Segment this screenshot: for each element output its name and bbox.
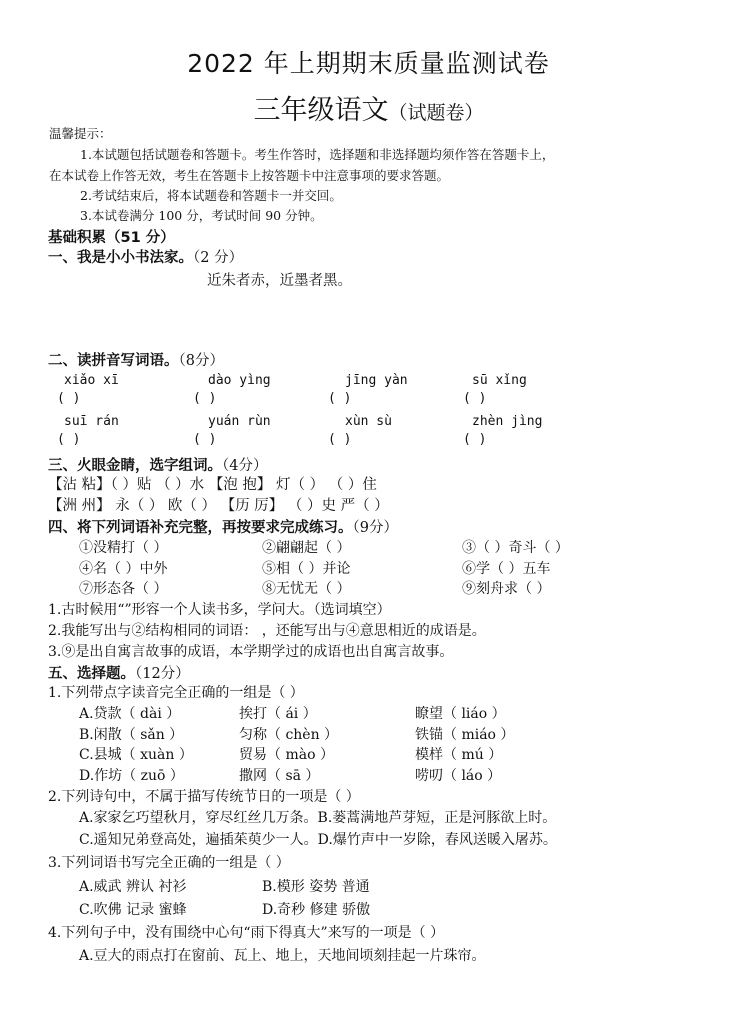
q3-heading: [48, 454, 267, 475]
exam-subtitle: [0, 88, 737, 127]
section-basic: 基础积累（51 分）: [48, 230, 175, 246]
q5-3-a: A.威武 辨认 衬衫: [79, 879, 187, 895]
q2-pinyin-3: jīng yàn: [345, 373, 408, 388]
q5-1-c3: 模样（ mú ）: [415, 747, 503, 763]
q2-points: （8分）: [178, 353, 224, 369]
subtitle-paren: （试题卷）: [388, 102, 484, 124]
q2-pinyin-6: yuán rùn: [208, 414, 271, 429]
q5-1-c1: C.县城（ xuàn ）: [79, 747, 193, 763]
exam-title: 2022 年上期期末质量监测试卷: [187, 49, 550, 78]
q2-blank-7[interactable]: ( ): [328, 432, 352, 447]
q2-blank-1[interactable]: ( ): [57, 391, 81, 406]
q2-heading: [48, 349, 224, 370]
q2-blank-5[interactable]: ( ): [57, 432, 81, 447]
q5-2-line-2: C.遥知兄弟登高处，遍插茱萸少一人。D.爆竹声中一岁除，春风送暖入屠苏。: [79, 832, 557, 848]
q2-title: 二、读拼音写词语。: [48, 353, 179, 369]
q2-blank-4[interactable]: ( ): [463, 391, 487, 406]
notice-line-1: 1.本试题包括试题卷和答题卡。考生作答时，选择题和非选择题均须作答在答题卡上，: [80, 147, 555, 162]
q3-points: （4分）: [222, 458, 268, 474]
q4-item-9: ⑨刻舟求（ ）: [462, 581, 551, 597]
q2-pinyin-8: zhèn jìng: [472, 414, 543, 429]
q1-title: 一、我是小小书法家。: [48, 250, 193, 266]
q4-points: （9分）: [352, 520, 398, 536]
q5-4-line-1: A.豆大的雨点打在窗前、瓦上、地上，天地间顷刻挂起一片珠帘。: [79, 948, 486, 964]
subtitle-main: 三年级语文: [253, 95, 389, 126]
q4-item-5: ⑤相（ ）并论: [262, 561, 351, 577]
q4-sub-3: 3.⑨是出自寓言故事的成语，本学期学过的成语也出自寓言故事。: [48, 644, 454, 660]
q5-1-a3: 瞭望（ liáo ）: [415, 706, 506, 722]
q4-sub-1: 1.古时候用“”形容一个人读书多，学问大。（选词填空）: [48, 602, 391, 618]
q5-1-b3: 铁锚（ miáo ）: [415, 727, 515, 743]
q2-pinyin-5: suī rán: [64, 414, 119, 429]
q5-4-stem: 4.下列句子中，没有围绕中心句“雨下得真大”来写的一项是（ ）: [48, 925, 445, 941]
q2-pinyin-4: sū xǐng: [472, 373, 527, 388]
notice-line-3: 2.考试结束后，将本试题卷和答题卡一并交回。: [80, 188, 342, 203]
q5-1-d3: 唠叨（ láo ）: [415, 768, 502, 784]
q1-heading: [48, 246, 243, 267]
q1-text: 近朱者赤，近墨者黑。: [207, 273, 352, 289]
q5-1-b2: 匀称（ chèn ）: [239, 727, 339, 743]
notice-line-2: 在本试卷上作答无效，考生在答题卡上按答题卡中注意事项的要求答题。: [49, 168, 450, 183]
q2-blank-2[interactable]: ( ): [193, 391, 217, 406]
notice-line-4: 3.本试卷满分 100 分，考试时间 90 分钟。: [80, 208, 323, 223]
q2-pinyin-7: xùn sù: [345, 414, 392, 429]
q5-heading: [48, 662, 190, 683]
q4-item-3: ③（ ）奇斗（ ）: [462, 540, 569, 556]
q5-1-a1: A.贷款（ dài ）: [79, 706, 181, 722]
q5-3-c: C.吹佛 记录 蜜蜂: [79, 902, 187, 918]
q5-1-stem: 1.下列带点字读音完全正确的一组是（ ）: [48, 685, 304, 701]
q3-line-1: 【沾 粘】（ ）贴 （ ）水 【泡 抱】 灯（ ） （ ）住: [48, 477, 377, 493]
q5-3-d: D.奇秒 修建 骄傲: [262, 902, 371, 918]
q1-points: （2 分）: [193, 250, 244, 266]
q4-sub-2: 2.我能写出与②结构相同的词语： ，还能写出与④意思相近的成语是。: [48, 623, 486, 639]
q4-title: 四、将下列词语补充完整，再按要求完成练习。: [48, 520, 353, 536]
q2-blank-3[interactable]: ( ): [328, 391, 352, 406]
q4-heading: [48, 516, 398, 537]
q4-item-4: ④名（ ）中外: [79, 561, 168, 577]
q4-item-7: ⑦形态各（ ）: [79, 581, 168, 597]
q4-item-8: ⑧无忧无（ ）: [262, 581, 351, 597]
q4-item-1: ①没精打（ ）: [79, 540, 168, 556]
q5-1-b1: B.闲散（ sǎn ）: [79, 727, 184, 743]
q5-1-c2: 贸易（ mào ）: [239, 747, 334, 763]
q5-1-d1: D.作坊（ zuō ）: [79, 768, 184, 784]
q2-blank-6[interactable]: ( ): [193, 432, 217, 447]
q5-title: 五、选择题。: [48, 666, 135, 682]
q2-blank-8[interactable]: ( ): [463, 432, 487, 447]
q3-title: 三、火眼金睛，选字组词。: [48, 458, 222, 474]
q2-pinyin-1: xiǎo xī: [64, 373, 119, 388]
notice-heading: 温馨提示：: [49, 126, 112, 141]
q5-3-b: B.模形 姿势 普通: [262, 879, 370, 895]
q5-1-d2: 撒网（ sā ）: [239, 768, 320, 784]
q4-item-2: ②翩翩起（ ）: [262, 540, 351, 556]
q2-pinyin-2: dào yìng: [208, 373, 271, 388]
q5-points: （12分）: [135, 666, 190, 682]
q5-2-line-1: A.家家乞巧望秋月，穿尽红丝几万条。B.蒌蒿满地芦芽短，正是河豚欲上时。: [79, 810, 557, 826]
q5-2-stem: 2.下列诗句中，不属于描写传统节日的一项是（ ）: [48, 789, 360, 805]
q4-item-6: ⑥学（ ）五车: [462, 561, 551, 577]
q5-3-stem: 3.下列词语书写完全正确的一组是（ ）: [48, 855, 290, 871]
q3-line-2: 【洲 州】 永（ ） 欧（ ） 【历 厉】 （ ）史 严（ ）: [48, 498, 389, 514]
q5-1-a2: 挨打（ ái ）: [239, 706, 317, 722]
